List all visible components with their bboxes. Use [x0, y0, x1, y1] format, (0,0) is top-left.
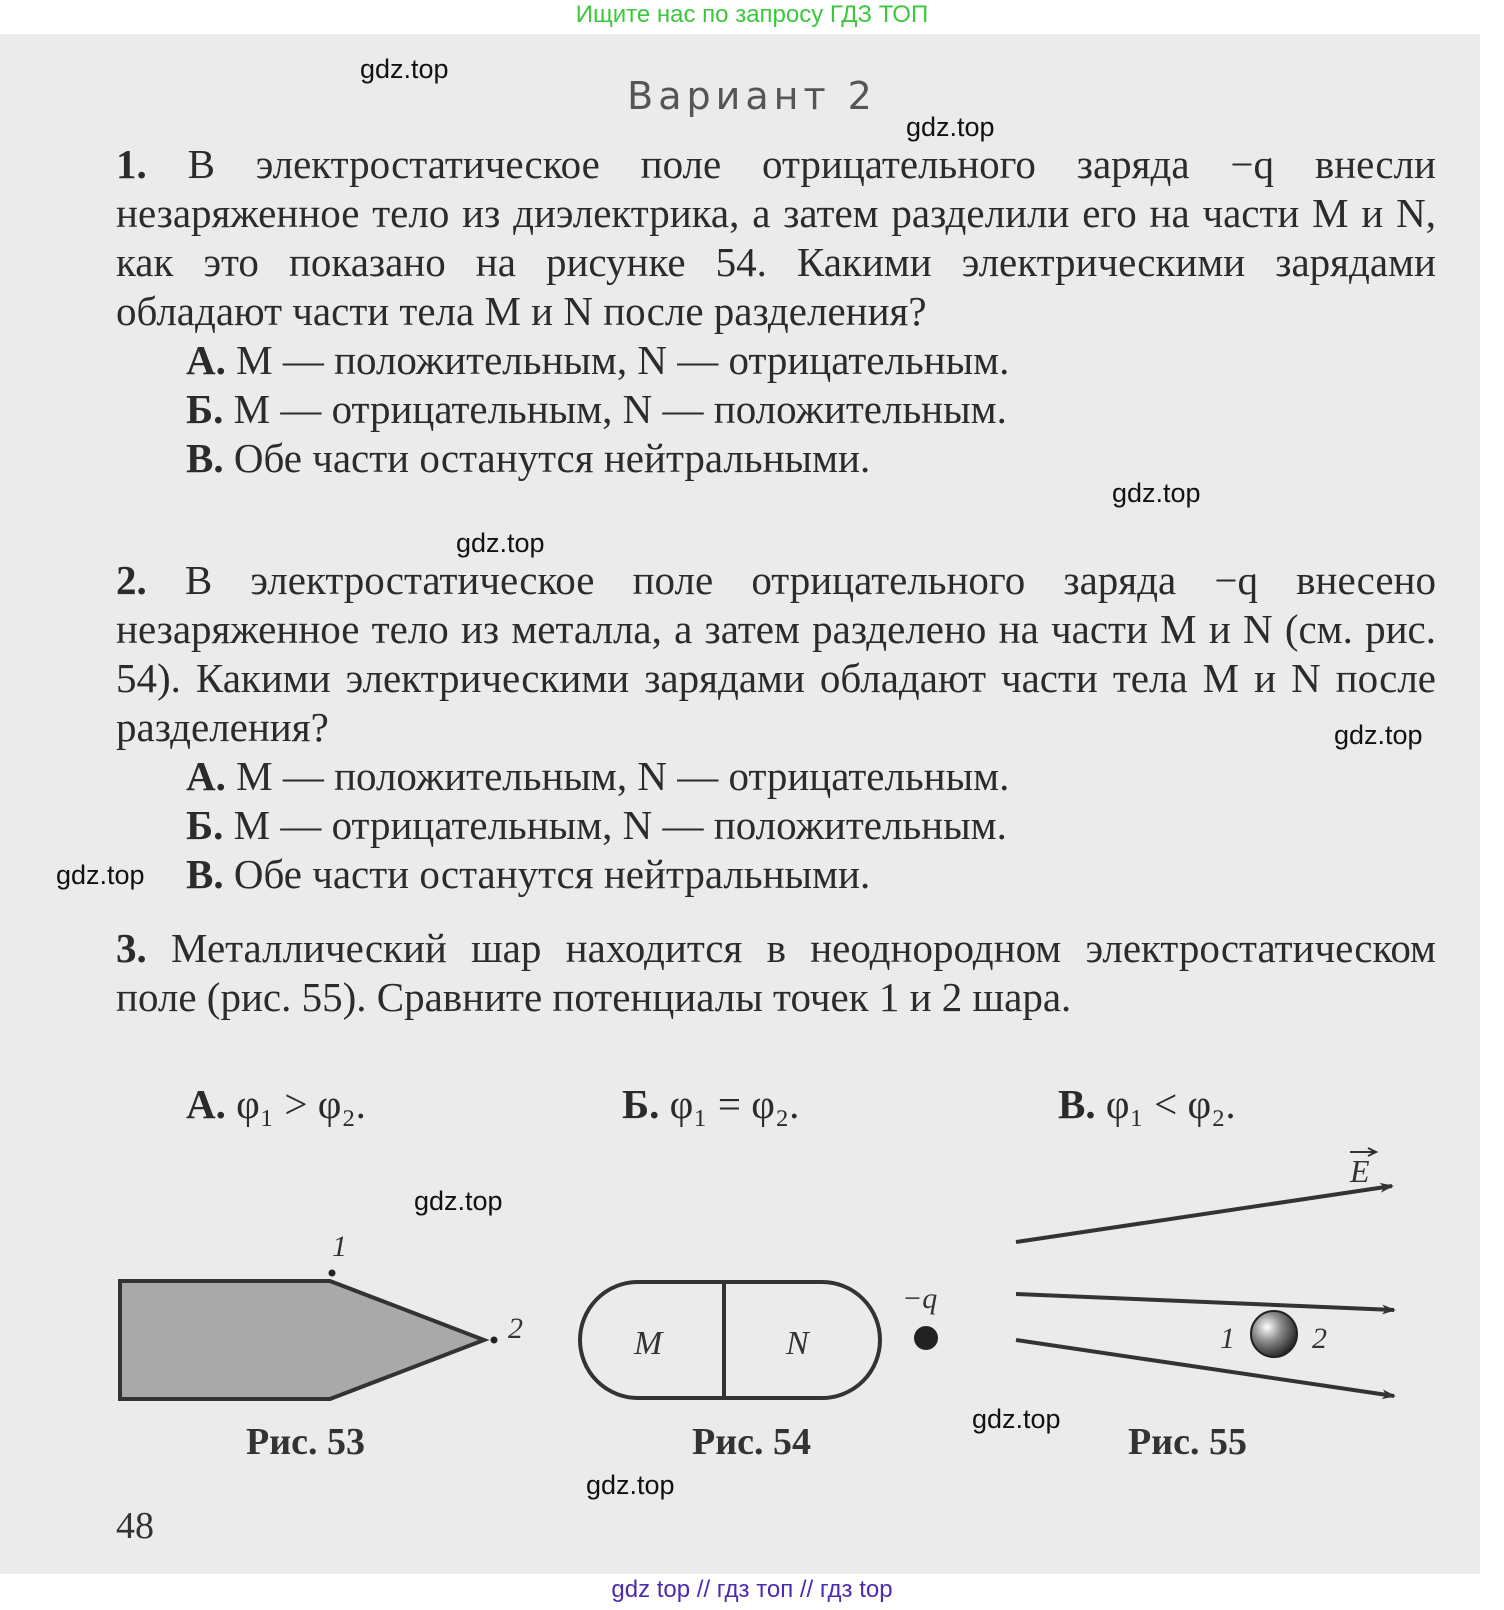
fig55-label-1: 1 [1220, 1322, 1235, 1355]
figures [0, 34, 1480, 1574]
fig53-point-2 [491, 1337, 498, 1344]
fig55-field-line-top [1016, 1186, 1392, 1242]
question-2-body: В электростатическое поле отрицательного заряда −q внесено незаряженное тело из металла, а затем разделено на части M и N (см. рис. 54). Какими электрическими зарядами обладают части тела M и N после разделения? [116, 557, 1437, 750]
variant-heading: Вариант 2 [627, 74, 877, 118]
watermark: gdz.top [972, 1404, 1061, 1434]
fig53-label-2: 2 [508, 1312, 523, 1345]
option-letter: А. [186, 1081, 226, 1127]
watermark: gdz.top [1334, 720, 1423, 750]
option-letter: В. [1058, 1081, 1096, 1127]
option-text: φ₁ < φ₂. [1105, 1081, 1236, 1127]
fig54-label-m: M [634, 1325, 663, 1362]
watermark: gdz.top [56, 860, 145, 890]
textbook-page [0, 34, 1480, 1574]
option-text: φ₁ > φ₂. [236, 1081, 366, 1127]
question-1-number: 1. [116, 141, 147, 187]
option-letter: А. [186, 753, 226, 799]
fig53-caption: Рис. 53 [246, 1421, 365, 1463]
page-number: 48 [116, 1505, 154, 1547]
option-letter: В. [186, 851, 224, 897]
fig55-field-line-middle [1016, 1294, 1394, 1310]
fig55-field-label: E [1350, 1153, 1370, 1189]
option-letter: Б. [186, 802, 224, 848]
question-3-body: Металлический шар находится в неоднородном электростатическом поле (рис. 55). Сравните потенциалы точек 1 и 2 шара. [116, 925, 1437, 1020]
top-banner[interactable]: Ищите нас по запросу ГДЗ ТОП [575, 1, 929, 28]
option-text: Обе части останутся нейтральными. [233, 435, 871, 481]
watermark: gdz.top [414, 1186, 503, 1216]
option-letter: В. [186, 435, 224, 481]
option-letter: А. [186, 337, 226, 383]
option-letter: Б. [186, 386, 224, 432]
fig55-label-2: 2 [1312, 1322, 1327, 1355]
option-text: M — положительным, N — отрицательным. [236, 753, 1010, 799]
option-letter: Б. [622, 1081, 660, 1127]
question-3-number: 3. [116, 925, 147, 971]
fig55-metal-ball [1251, 1311, 1297, 1357]
fig54-charge [914, 1326, 938, 1350]
watermark: gdz.top [586, 1470, 675, 1500]
option-text: M — положительным, N — отрицательным. [236, 337, 1010, 383]
watermark: gdz.top [906, 112, 995, 142]
fig54-label-n: N [786, 1325, 809, 1362]
fig54-body-outline [580, 1282, 880, 1398]
watermark: gdz.top [360, 54, 449, 84]
option-text: φ₁ = φ₂. [669, 1081, 800, 1127]
option-text: M — отрицательным, N — положительным. [233, 802, 1007, 848]
question-2-number: 2. [116, 557, 147, 603]
fig54-charge-label: −q [902, 1282, 938, 1315]
watermark: gdz.top [1112, 478, 1201, 508]
fig55-field-line-bottom [1016, 1340, 1394, 1396]
fig53-point-1 [329, 1270, 336, 1277]
option-text: M — отрицательным, N — положительным. [233, 386, 1007, 432]
option-text: Обе части останутся нейтральными. [233, 851, 871, 897]
bottom-banner[interactable]: gdz top // гдз топ // гдз top [611, 1576, 893, 1603]
fig53-conductor-shape [120, 1281, 484, 1399]
question-1-body: В электростатическое поле отрицательного заряда −q внесли незаряженное тело из диэлектрика, а затем разделили его на части M и N, как это показано на рисунке 54. Какими электрическими зарядами обладают части тела M и N после разделения? [116, 141, 1436, 334]
fig53-label-1: 1 [332, 1230, 347, 1263]
fig55-caption: Рис. 55 [1128, 1421, 1247, 1463]
watermark: gdz.top [456, 528, 545, 558]
fig54-caption: Рис. 54 [692, 1421, 811, 1463]
